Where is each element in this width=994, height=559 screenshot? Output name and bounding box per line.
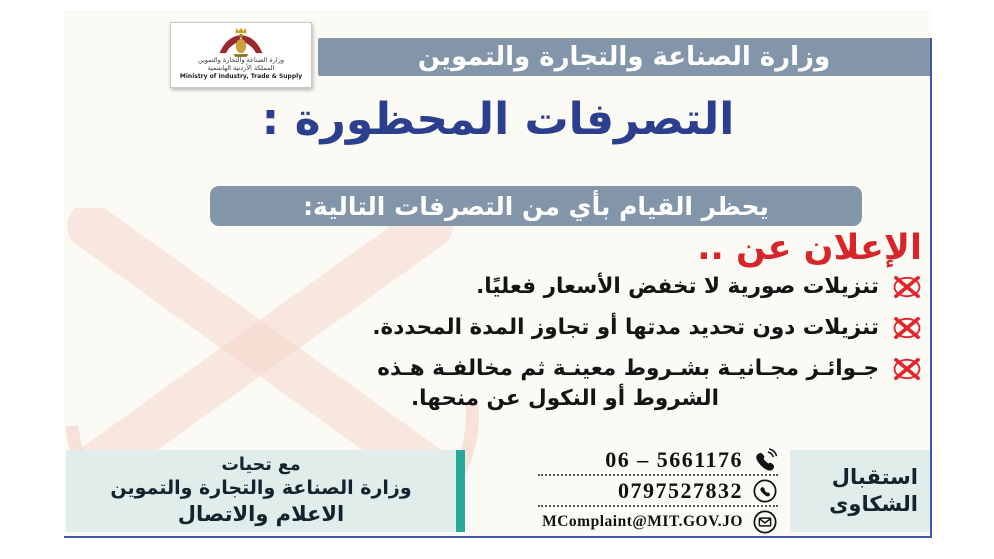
section-heading: الإعلان عن .. xyxy=(697,228,922,268)
ministry-logo-box xyxy=(170,22,312,88)
crossed-circle-icon xyxy=(892,275,922,303)
list-item xyxy=(92,272,922,303)
jordan-coat-of-arms-icon xyxy=(213,25,269,57)
contact-email-row xyxy=(542,509,778,535)
list-item-text: تنزيلات صورية لا تخفض الأسعار فعليًا. xyxy=(476,274,879,299)
list-item-line2: الشروط أو النكول عن منحها. xyxy=(411,386,719,412)
list-item-line1: جـوائـز مجـانيـة بشـروط معينـة ثم مخالفـة هـذه xyxy=(377,356,879,381)
contact-block xyxy=(465,447,790,532)
phone-number: 06 – 5661176 xyxy=(605,447,743,472)
whatsapp-icon xyxy=(752,478,778,504)
envelope-icon xyxy=(752,509,778,535)
prohibited-items-list xyxy=(92,272,922,414)
complaints-label-box xyxy=(790,450,930,532)
list-item-text xyxy=(377,354,879,414)
header-bar xyxy=(318,38,930,76)
dotted-divider xyxy=(538,505,778,507)
frame-border-right xyxy=(930,38,932,538)
list-item-text: تنزيلات دون تحديد مدتها أو تجاوز المدة المحددة. xyxy=(372,315,879,340)
ministry-name-title: وزارة الصناعة والتجارة والتموين xyxy=(417,42,831,72)
complaints-line1: استقبال xyxy=(831,464,918,489)
ministry-poster xyxy=(64,10,932,538)
crossed-circle-icon xyxy=(892,316,922,344)
list-item xyxy=(92,313,922,344)
greeting-line2: وزارة الصناعة والتجارة والتموين xyxy=(110,477,412,500)
page-title: التصرفات المحظورة : xyxy=(261,94,735,145)
logo-english-line: Ministry of Industry, Trade & Supply xyxy=(179,72,303,80)
dotted-divider xyxy=(538,474,778,476)
logo-arabic-line1: وزارة الصناعة والتجارة والتموين xyxy=(198,56,284,64)
frame-border-bottom xyxy=(64,536,932,538)
contact-phone-row xyxy=(605,447,778,473)
phone-icon xyxy=(752,447,778,473)
prohibition-banner: يحظر القيام بأي من التصرفات التالية: xyxy=(210,186,862,226)
greeting-box xyxy=(66,450,456,532)
list-item xyxy=(92,354,922,414)
complaints-line2: الشكاوى xyxy=(829,492,918,516)
teal-divider xyxy=(456,450,465,532)
contact-mobile-row xyxy=(618,478,778,504)
email-address: MComplaint@MIT.GOV.JO xyxy=(542,513,743,530)
mobile-number: 0797527832 xyxy=(618,478,743,503)
crossed-circle-icon xyxy=(892,357,922,385)
greeting-line1: مع تحيات xyxy=(221,454,301,475)
logo-arabic-line2: المملكة الأردنية الهاشمية xyxy=(207,63,275,72)
greeting-line3: الاعلام والاتصال xyxy=(177,502,345,527)
